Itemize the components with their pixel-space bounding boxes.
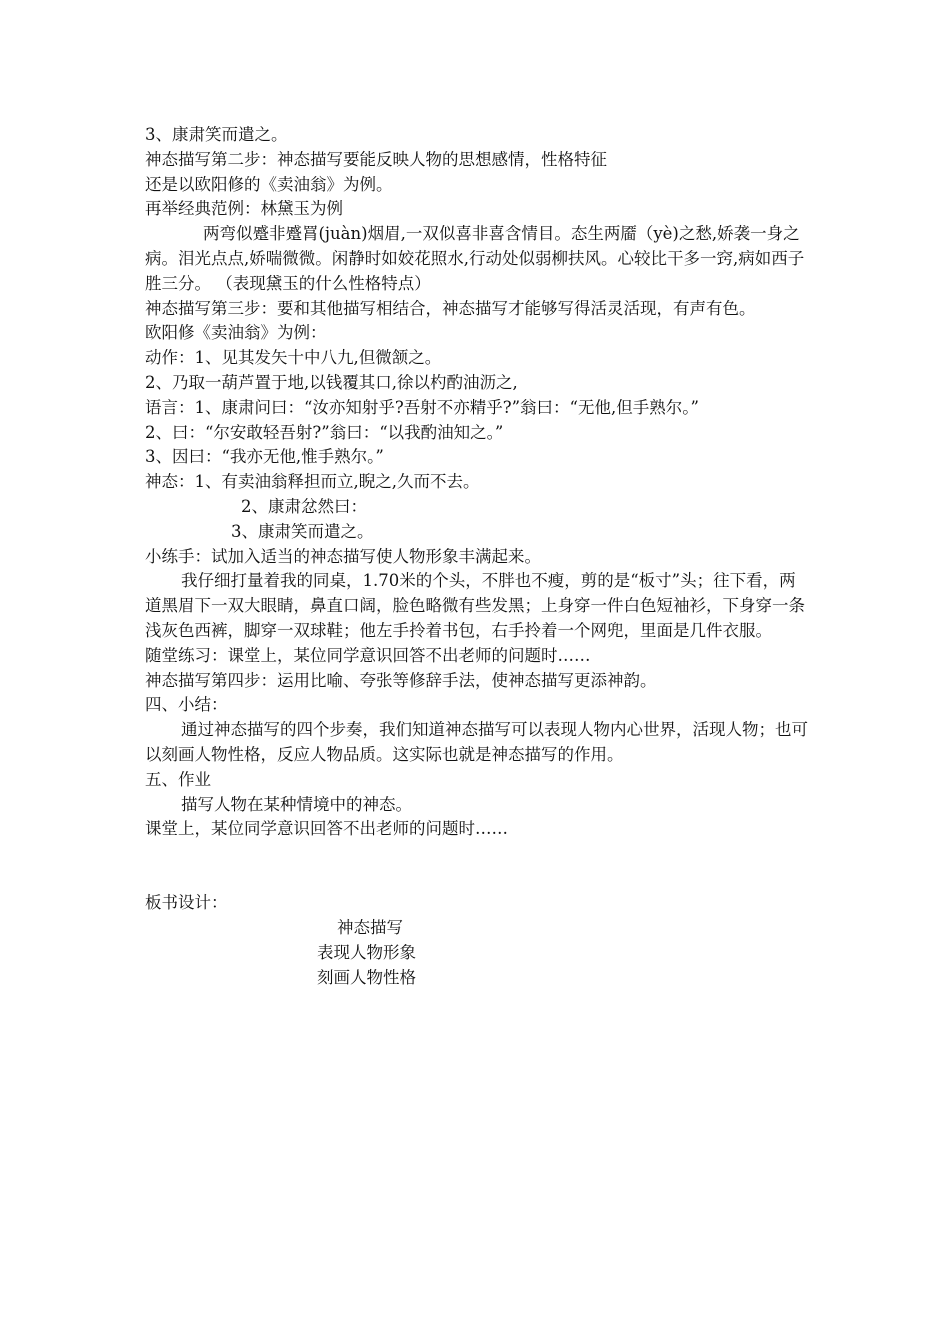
section-heading-summary: 四、小结：	[145, 695, 228, 715]
text-line: 神态：1、有卖油翁释担而立,睨之,久而不去。	[145, 472, 480, 492]
text-line: 3、因曰：“我亦无他,惟手熟尔。”	[145, 447, 384, 467]
text-line: 2、康肃忿然曰：	[241, 496, 367, 516]
document-body	[145, 123, 810, 990]
board-title: 神态描写	[337, 917, 403, 937]
section-heading-step2: 神态描写第二步：神态描写要能反映人物的思想感情，性格特征	[145, 149, 607, 169]
text-line: 动作：1、见其发矢十中八九,但微颔之。	[145, 348, 442, 368]
section-heading-homework: 五、作业	[145, 769, 211, 789]
board-design-label: 板书设计：	[145, 893, 228, 913]
board-item: 表现人物形象	[317, 942, 416, 962]
section-heading-step4: 神态描写第四步：运用比喻、夸张等修辞手法，使神态描写更添神韵。	[145, 670, 657, 690]
practice-paragraph: 我仔细打量着我的同桌，1.70米的个头，不胖也不瘦，剪的是“板寸”头；往下看，两道黑眉下一双大眼睛，鼻直口阔，脸色略微有些发黑；上身穿一件白色短袖衫，下身穿一条浅灰色西裤，脚穿一双球鞋；他左手拎着书包，右手拎着一个网兜，里面是几件衣服。	[145, 571, 805, 640]
text-line: 欧阳修《卖油翁》为例：	[145, 323, 327, 343]
homework-text: 描写人物在某种情境中的神态。	[181, 794, 412, 814]
text-line: 随堂练习：课堂上，某位同学意识回答不出老师的问题时……	[145, 645, 591, 665]
example-paragraph: 两弯似蹙非蹙罥(juàn)烟眉,一双似喜非喜含情目。态生两靥（yè)之愁,娇袭一身之病。泪光点点,娇喘微微。闲静时如姣花照水,行动处似弱柳扶风。心较比干多一窍,病如西子胜三分。 （表现黛玉的什么性格特点）	[145, 224, 805, 293]
board-item: 刻画人物性格	[317, 967, 416, 987]
text-line: 3、康肃笑而遣之。	[231, 521, 374, 541]
text-line: 还是以欧阳修的《卖油翁》为例。	[145, 174, 393, 194]
text-line: 2、乃取一葫芦置于地,以钱覆其口,徐以杓酌油沥之,	[145, 372, 518, 392]
summary-paragraph: 通过神态描写的四个步奏，我们知道神态描写可以表现人物内心世界，活现人物；也可以刻画人物性格，反应人物品质。这实际也就是神态描写的作用。	[145, 720, 808, 764]
section-heading-step3: 神态描写第三步：要和其他描写相结合，神态描写才能够写得活灵活现，有声有色。	[145, 298, 756, 318]
text-line: 语言：1、康肃问曰：“汝亦知射乎?吾射不亦精乎?”翁曰：“无他,但手熟尔。”	[145, 397, 699, 417]
spacer	[145, 842, 810, 891]
text-line: 课堂上，某位同学意识回答不出老师的问题时……	[145, 819, 508, 839]
text-line: 2、曰：“尔安敢轻吾射?”翁曰：“以我酌油知之。”	[145, 422, 504, 442]
text-line: 再举经典范例：林黛玉为例	[145, 199, 343, 219]
text-line: 3、康肃笑而遣之。	[145, 125, 288, 144]
text-line: 小练手：试加入适当的神态描写使人物形象丰满起来。	[145, 546, 541, 566]
